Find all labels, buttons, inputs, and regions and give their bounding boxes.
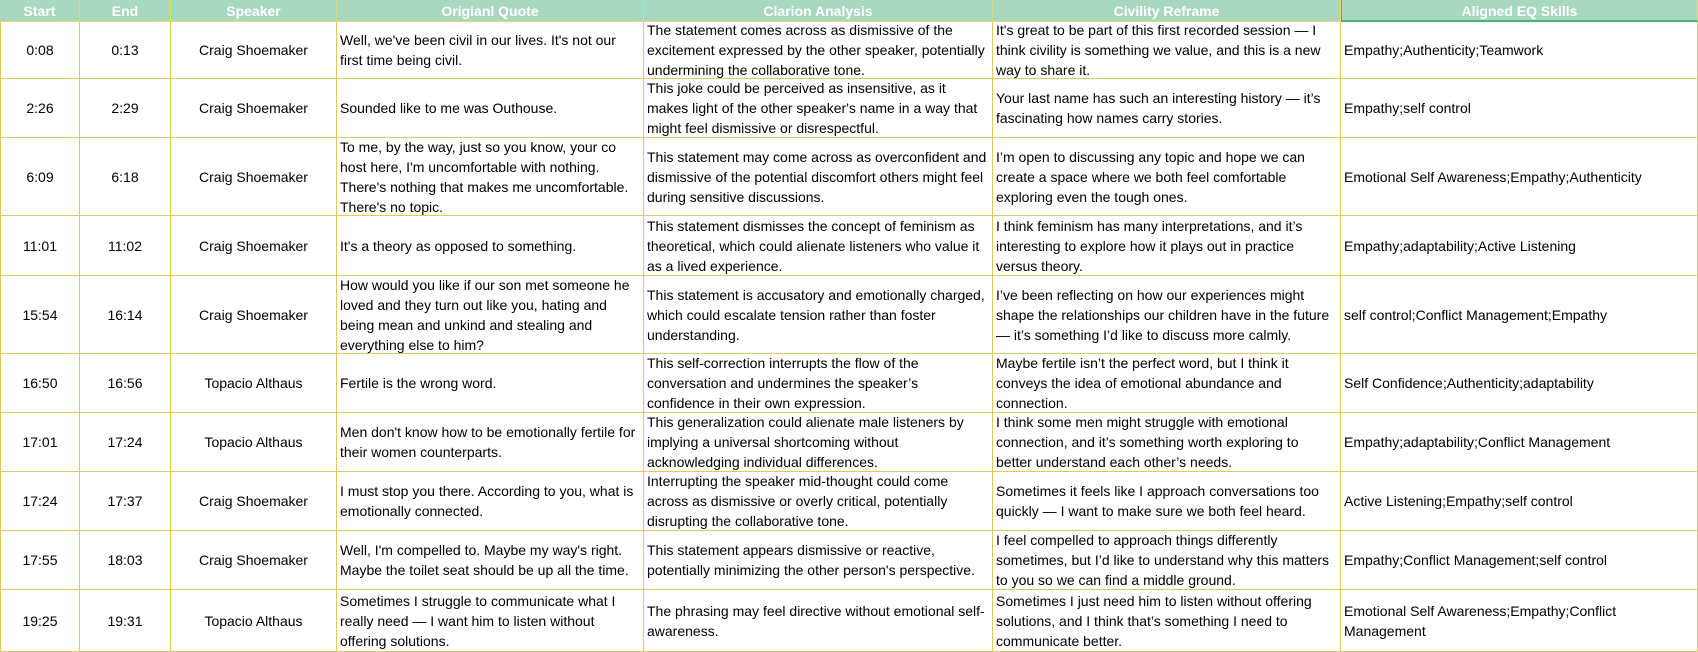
end-cell[interactable] bbox=[80, 138, 171, 216]
reframe-cell[interactable] bbox=[993, 531, 1341, 590]
speaker-cell-text: Topacio Althaus bbox=[204, 612, 303, 629]
quote-cell-text: Sometimes I struggle to communicate what I really need — I want him to listen without offering solutions. bbox=[340, 592, 616, 649]
quote-cell[interactable] bbox=[337, 413, 644, 472]
end-cell-text: 2:29 bbox=[111, 100, 139, 116]
quote-cell[interactable] bbox=[337, 79, 644, 138]
skills-cell-text: Emotional Self Awareness;Empathy;Authenticity bbox=[1344, 168, 1642, 185]
analysis-cell-text: This statement may come across as overconfident and dismissive of the potential discomfort others might feel during sensitive discussions. bbox=[647, 148, 987, 205]
skills-cell[interactable] bbox=[1341, 590, 1698, 652]
quote-cell-text: Well, I'm compelled to. Maybe my way's right. Maybe the toilet seat should be up all the time. bbox=[340, 542, 629, 578]
analysis-cell-text: This statement appears dismissive or reactive, potentially minimizing the other person's perspective. bbox=[647, 542, 975, 578]
speaker-cell[interactable] bbox=[171, 79, 337, 138]
reframe-cell[interactable] bbox=[993, 354, 1341, 413]
start-cell-text: 19:25 bbox=[22, 612, 58, 629]
start-cell-text: 0:08 bbox=[26, 42, 54, 58]
analysis-cell-text: This generalization could alienate male listeners by implying a universal shortcoming without acknowledging individual differences. bbox=[647, 414, 964, 470]
reframe-cell[interactable] bbox=[993, 216, 1341, 276]
column-header-aligned-eq-skills[interactable]: Aligned EQ Skills bbox=[1341, 0, 1698, 22]
end-cell-text: 18:03 bbox=[107, 552, 143, 568]
header-row bbox=[0, 0, 1698, 22]
column-header-original-quote[interactable]: Origianl Quote bbox=[337, 0, 644, 22]
start-cell-text: 6:09 bbox=[26, 168, 54, 185]
end-cell-text: 0:13 bbox=[111, 42, 139, 58]
skills-cell-text: Active Listening;Empathy;self control bbox=[1344, 493, 1573, 509]
end-cell-text: 16:56 bbox=[107, 375, 143, 391]
analysis-cell[interactable] bbox=[644, 590, 993, 652]
quote-cell[interactable] bbox=[337, 22, 644, 79]
speaker-cell[interactable] bbox=[171, 531, 337, 590]
start-cell[interactable] bbox=[0, 276, 80, 354]
skills-cell[interactable] bbox=[1341, 531, 1698, 590]
skills-cell-text: Empathy;adaptability;Active Listening bbox=[1344, 237, 1576, 254]
analysis-cell[interactable] bbox=[644, 216, 993, 276]
end-cell-text: 17:24 bbox=[107, 434, 143, 450]
column-header-speaker[interactable]: Speaker bbox=[171, 0, 337, 22]
quote-cell-text: How would you like if our son met someone he loved and they turn out like you, hating and being mean and unkind and stealing and everything else to him? bbox=[340, 276, 630, 353]
end-cell[interactable] bbox=[80, 79, 171, 138]
column-header-start[interactable]: Start bbox=[0, 0, 80, 22]
end-cell[interactable] bbox=[80, 413, 171, 472]
table-row bbox=[0, 22, 1698, 79]
start-cell[interactable] bbox=[0, 22, 80, 79]
speaker-cell-text: Craig Shoemaker bbox=[199, 493, 308, 509]
speaker-cell-text: Topacio Althaus bbox=[204, 434, 303, 450]
table-row bbox=[0, 472, 1698, 531]
end-cell-text: 16:14 bbox=[107, 306, 143, 323]
quote-cell-text: Sounded like to me was Outhouse. bbox=[340, 100, 558, 116]
speaker-cell-text: Craig Shoemaker bbox=[199, 100, 308, 116]
reframe-cell[interactable] bbox=[993, 413, 1341, 472]
end-cell[interactable] bbox=[80, 531, 171, 590]
start-cell-text: 17:01 bbox=[22, 434, 58, 450]
skills-cell[interactable] bbox=[1341, 276, 1698, 354]
end-cell[interactable] bbox=[80, 354, 171, 413]
table-row bbox=[0, 138, 1698, 216]
reframe-cell-text: I’m open to discussing any topic and hope we can create a space where we both feel comfortable exploring even the tough ones. bbox=[996, 148, 1305, 205]
table-body bbox=[0, 22, 1698, 652]
skills-cell[interactable] bbox=[1341, 354, 1698, 413]
analysis-cell-text: This statement is accusatory and emotionally charged, which could escalate tension rather than foster understanding. bbox=[647, 286, 985, 343]
table-row bbox=[0, 413, 1698, 472]
reframe-cell[interactable] bbox=[993, 22, 1341, 79]
end-cell[interactable] bbox=[80, 472, 171, 531]
end-cell[interactable] bbox=[80, 590, 171, 652]
column-header-end[interactable]: End bbox=[80, 0, 171, 22]
quote-cell-text: Fertile is the wrong word. bbox=[340, 375, 497, 391]
analysis-cell-text: The phrasing may feel directive without emotional self-awareness. bbox=[647, 602, 985, 639]
speaker-cell[interactable] bbox=[171, 276, 337, 354]
reframe-cell-text: Maybe fertile isn’t the perfect word, but I think it conveys the idea of emotional abundance and connection. bbox=[996, 355, 1289, 411]
start-cell[interactable] bbox=[0, 472, 80, 531]
quote-cell-text: Men don't know how to be emotionally fertile for their women counterparts. bbox=[340, 424, 636, 460]
analysis-cell[interactable] bbox=[644, 79, 993, 138]
skills-cell[interactable] bbox=[1341, 138, 1698, 216]
table-row bbox=[0, 531, 1698, 590]
reframe-cell[interactable] bbox=[993, 590, 1341, 652]
reframe-cell[interactable] bbox=[993, 276, 1341, 354]
skills-cell-text: Empathy;adaptability;Conflict Management bbox=[1344, 434, 1611, 450]
reframe-cell[interactable] bbox=[993, 472, 1341, 531]
end-cell[interactable] bbox=[80, 216, 171, 276]
start-cell[interactable] bbox=[0, 79, 80, 138]
start-cell[interactable] bbox=[0, 354, 80, 413]
reframe-cell[interactable] bbox=[993, 79, 1341, 138]
quote-cell[interactable] bbox=[337, 138, 644, 216]
analysis-cell[interactable] bbox=[644, 413, 993, 472]
skills-cell-text: Self Confidence;Authenticity;adaptability bbox=[1344, 375, 1594, 391]
reframe-cell-text: I think feminism has many interpretations, and it’s interesting to explore how it plays out in practice versus theory. bbox=[996, 217, 1303, 274]
quote-cell[interactable] bbox=[337, 531, 644, 590]
reframe-cell-text: I’ve been reflecting on how our experiences might shape the relationships our children have in the future — it’s something I’d like to discuss more calmly. bbox=[996, 286, 1330, 343]
table-row bbox=[0, 79, 1698, 138]
table-row bbox=[0, 354, 1698, 413]
column-header-clarion-analysis[interactable]: Clarion Analysis bbox=[644, 0, 993, 22]
start-cell-text: 17:55 bbox=[22, 552, 58, 568]
reframe-cell-text: It's great to be part of this first recorded session — I think civility is something we value, and this is a new way to share it. bbox=[996, 22, 1321, 78]
reframe-cell-text: I feel compelled to approach things differently sometimes, but I’d like to understand why this matters to you so we can find a middle ground. bbox=[996, 532, 1330, 588]
quote-cell[interactable] bbox=[337, 590, 644, 652]
skills-cell-text: Empathy;self control bbox=[1344, 100, 1471, 116]
column-header-civility-reframe[interactable]: Civility Reframe bbox=[993, 0, 1341, 22]
quote-cell[interactable] bbox=[337, 216, 644, 276]
speaker-cell[interactable] bbox=[171, 216, 337, 276]
start-cell-text: 17:24 bbox=[22, 493, 58, 509]
end-cell-text: 17:37 bbox=[107, 493, 143, 509]
analysis-cell[interactable] bbox=[644, 22, 993, 79]
reframe-cell-text: Your last name has such an interesting history — it’s fascinating how names carry stories. bbox=[996, 90, 1321, 126]
skills-cell-text: Empathy;Conflict Management;self control bbox=[1344, 552, 1608, 568]
speaker-cell-text: Topacio Althaus bbox=[204, 375, 303, 391]
speaker-cell-text: Craig Shoemaker bbox=[199, 42, 308, 58]
skills-cell-text: Empathy;Authenticity;Teamwork bbox=[1344, 42, 1544, 58]
quote-cell[interactable] bbox=[337, 354, 644, 413]
quote-cell-text: I must stop you there. According to you, what is emotionally connected. bbox=[340, 483, 634, 519]
skills-cell-text: self control;Conflict Management;Empathy bbox=[1344, 306, 1608, 323]
start-cell[interactable] bbox=[0, 590, 80, 652]
table-row bbox=[0, 590, 1698, 652]
analysis-cell-text: This statement dismisses the concept of feminism as theoretical, which could alienate listeners who value it as a lived experience. bbox=[647, 217, 980, 274]
analysis-cell[interactable] bbox=[644, 472, 993, 531]
start-cell[interactable] bbox=[0, 216, 80, 276]
speaker-cell[interactable] bbox=[171, 138, 337, 216]
skills-cell[interactable] bbox=[1341, 79, 1698, 138]
analysis-cell-text: Interrupting the speaker mid-thought could come across as dismissive or overly critical, potentially disrupting the collaborative tone. bbox=[647, 473, 949, 529]
analysis-cell-text: This self-correction interrupts the flow of the conversation and undermines the speaker’s confidence in their own expression. bbox=[647, 355, 919, 411]
quote-cell[interactable] bbox=[337, 276, 644, 354]
skills-cell[interactable] bbox=[1341, 22, 1698, 79]
speaker-cell[interactable] bbox=[171, 354, 337, 413]
start-cell-text: 15:54 bbox=[22, 306, 58, 323]
start-cell[interactable] bbox=[0, 138, 80, 216]
reframe-cell-text: I think some men might struggle with emotional connection, and it’s something worth exploring to better understand each other’s needs. bbox=[996, 414, 1299, 470]
reframe-cell[interactable] bbox=[993, 138, 1341, 216]
speaker-cell[interactable] bbox=[171, 413, 337, 472]
skills-cell-text: Emotional Self Awareness;Empathy;Conflict Management bbox=[1344, 602, 1617, 639]
table-row bbox=[0, 276, 1698, 354]
reframe-cell-text: Sometimes it feels like I approach conversations too quickly — I want to make sure we both feel heard. bbox=[996, 483, 1319, 519]
start-cell-text: 11:01 bbox=[23, 237, 57, 254]
end-cell-text: 11:02 bbox=[108, 237, 142, 254]
analysis-cell[interactable] bbox=[644, 354, 993, 413]
speaker-cell-text: Craig Shoemaker bbox=[199, 237, 308, 254]
skills-cell[interactable] bbox=[1341, 413, 1698, 472]
quote-cell-text: Well, we've been civil in our lives. It's not our first time being civil. bbox=[340, 32, 616, 68]
start-cell[interactable] bbox=[0, 531, 80, 590]
quote-cell-text: It's a theory as opposed to something. bbox=[340, 237, 577, 254]
speaker-cell[interactable] bbox=[171, 22, 337, 79]
speaker-cell-text: Craig Shoemaker bbox=[199, 306, 308, 323]
analysis-cell[interactable] bbox=[644, 276, 993, 354]
start-cell-text: 16:50 bbox=[22, 375, 58, 391]
analysis-cell-text: This joke could be perceived as insensitive, as it makes light of the other speaker's name in a way that might feel dismissive or disrespectful. bbox=[647, 80, 978, 136]
analysis-cell[interactable] bbox=[644, 531, 993, 590]
quote-cell[interactable] bbox=[337, 472, 644, 531]
quote-cell-text: To me, by the way, just so you know, your co host here, I'm uncomfortable with nothing. There's nothing that makes me uncomfortable. There's no topic. bbox=[340, 138, 629, 215]
analysis-cell[interactable] bbox=[644, 138, 993, 216]
speaker-cell[interactable] bbox=[171, 472, 337, 531]
skills-cell[interactable] bbox=[1341, 216, 1698, 276]
skills-cell[interactable] bbox=[1341, 472, 1698, 531]
speaker-cell-text: Craig Shoemaker bbox=[199, 168, 308, 185]
reframe-cell-text: Sometimes I just need him to listen without offering solutions, and I think that’s something I need to communicate better. bbox=[996, 592, 1312, 649]
start-cell[interactable] bbox=[0, 413, 80, 472]
analysis-cell-text: The statement comes across as dismissive of the excitement expressed by the other speaker, potentially undermining the collaborative tone. bbox=[647, 22, 985, 78]
speaker-cell[interactable] bbox=[171, 590, 337, 652]
end-cell[interactable] bbox=[80, 22, 171, 79]
speaker-cell-text: Craig Shoemaker bbox=[199, 552, 308, 568]
table-row bbox=[0, 216, 1698, 276]
start-cell-text: 2:26 bbox=[26, 100, 54, 116]
end-cell-text: 6:18 bbox=[111, 168, 139, 185]
end-cell-text: 19:31 bbox=[107, 612, 143, 629]
end-cell[interactable] bbox=[80, 276, 171, 354]
